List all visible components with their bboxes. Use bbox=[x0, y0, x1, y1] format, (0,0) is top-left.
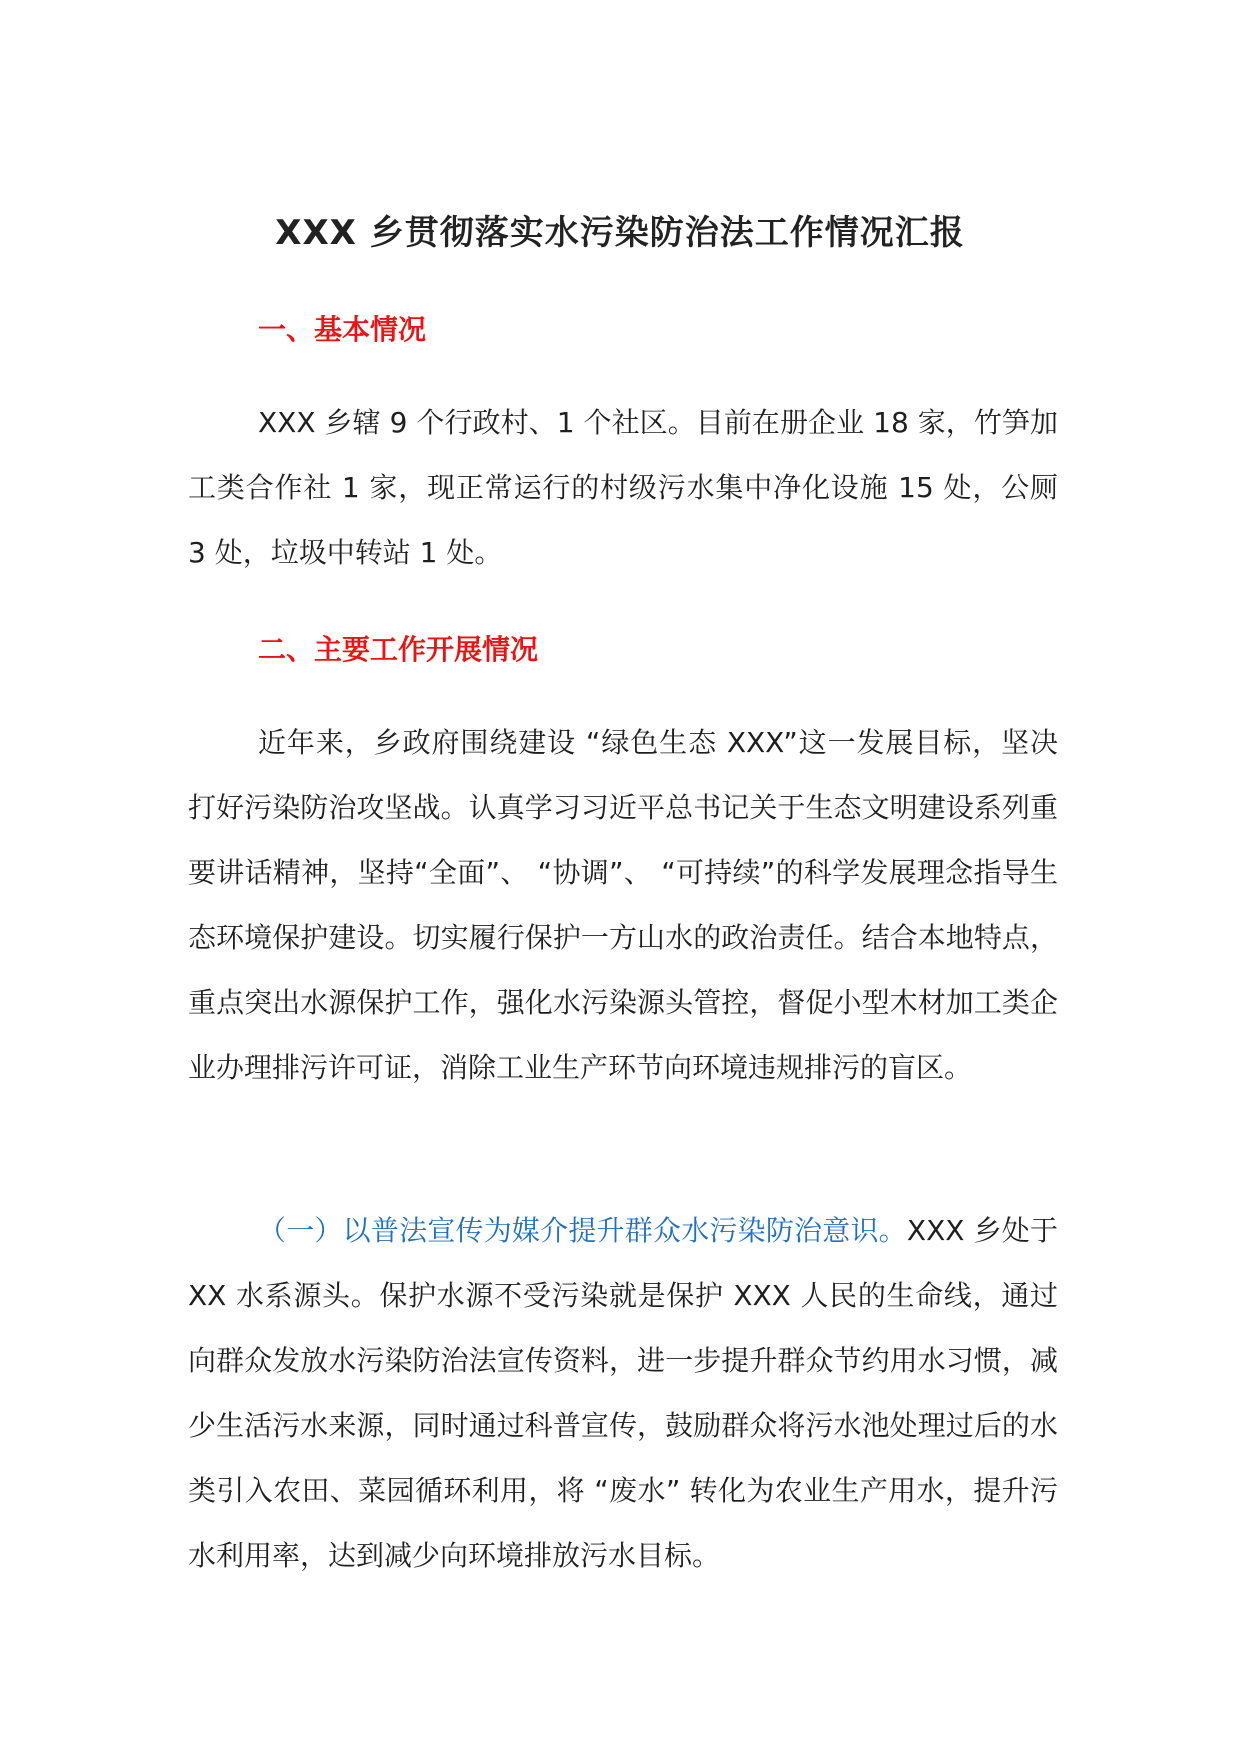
section-paragraph-main-work: 近年来，乡政府围绕建设 “绿色生态 XXX”这一发展目标，坚决打好污染防治攻坚战。认真学习习近平总书记关于生态文明建设系列重要讲话精神，坚持“全面”、 “协调”、 “可持续”的科学发展理念指导生态环境保护建设。切实履行保护一方山水的政治责任。结合本地特点，重点突出水源保护工作，强化水污染源头管控，督促小型木材加工类企业办理排污许可证，消除工业生产环节向环境违规排污的盲区。 bbox=[188, 726, 1058, 1084]
section-paragraph-basic-situation: XXX 乡辖 9 个行政村、1 个社区。目前在册企业 18 家，竹笋加工类合作社 1 家，现正常运行的村级污水集中净化设施 15 处，公厕 3 处，垃圾中转站 1 处。 bbox=[188, 406, 1058, 569]
section-heading-main-work: 二、主要工作开展情况 bbox=[258, 633, 539, 666]
subsection-body-publicity: XXX 乡处于 XX 水系源头。保护水源不受污染就是保护 XXX 人民的生命线，通过向群众发放水污染防治法宣传资料，进一步提升群众节约用水习惯，减少生活污水来源，同时通过科普宣传，鼓励群众将污水池处理过后的水类引入农田、菜园循环利用，将 “废水” 转化为农业生产用水，提升污水利用率，达到减少向环境排放污水目标。 bbox=[188, 1214, 1058, 1572]
section-heading-basic-situation: 一、基本情况 bbox=[258, 313, 427, 346]
subsection-heading-publicity: （一）以普法宣传为媒介提升群众水污染防治意识。 bbox=[258, 1214, 907, 1247]
subsection-paragraph-publicity bbox=[188, 1198, 1058, 1588]
document-title: XXX 乡贯彻落实水污染防治法工作情况汇报 bbox=[275, 213, 965, 253]
